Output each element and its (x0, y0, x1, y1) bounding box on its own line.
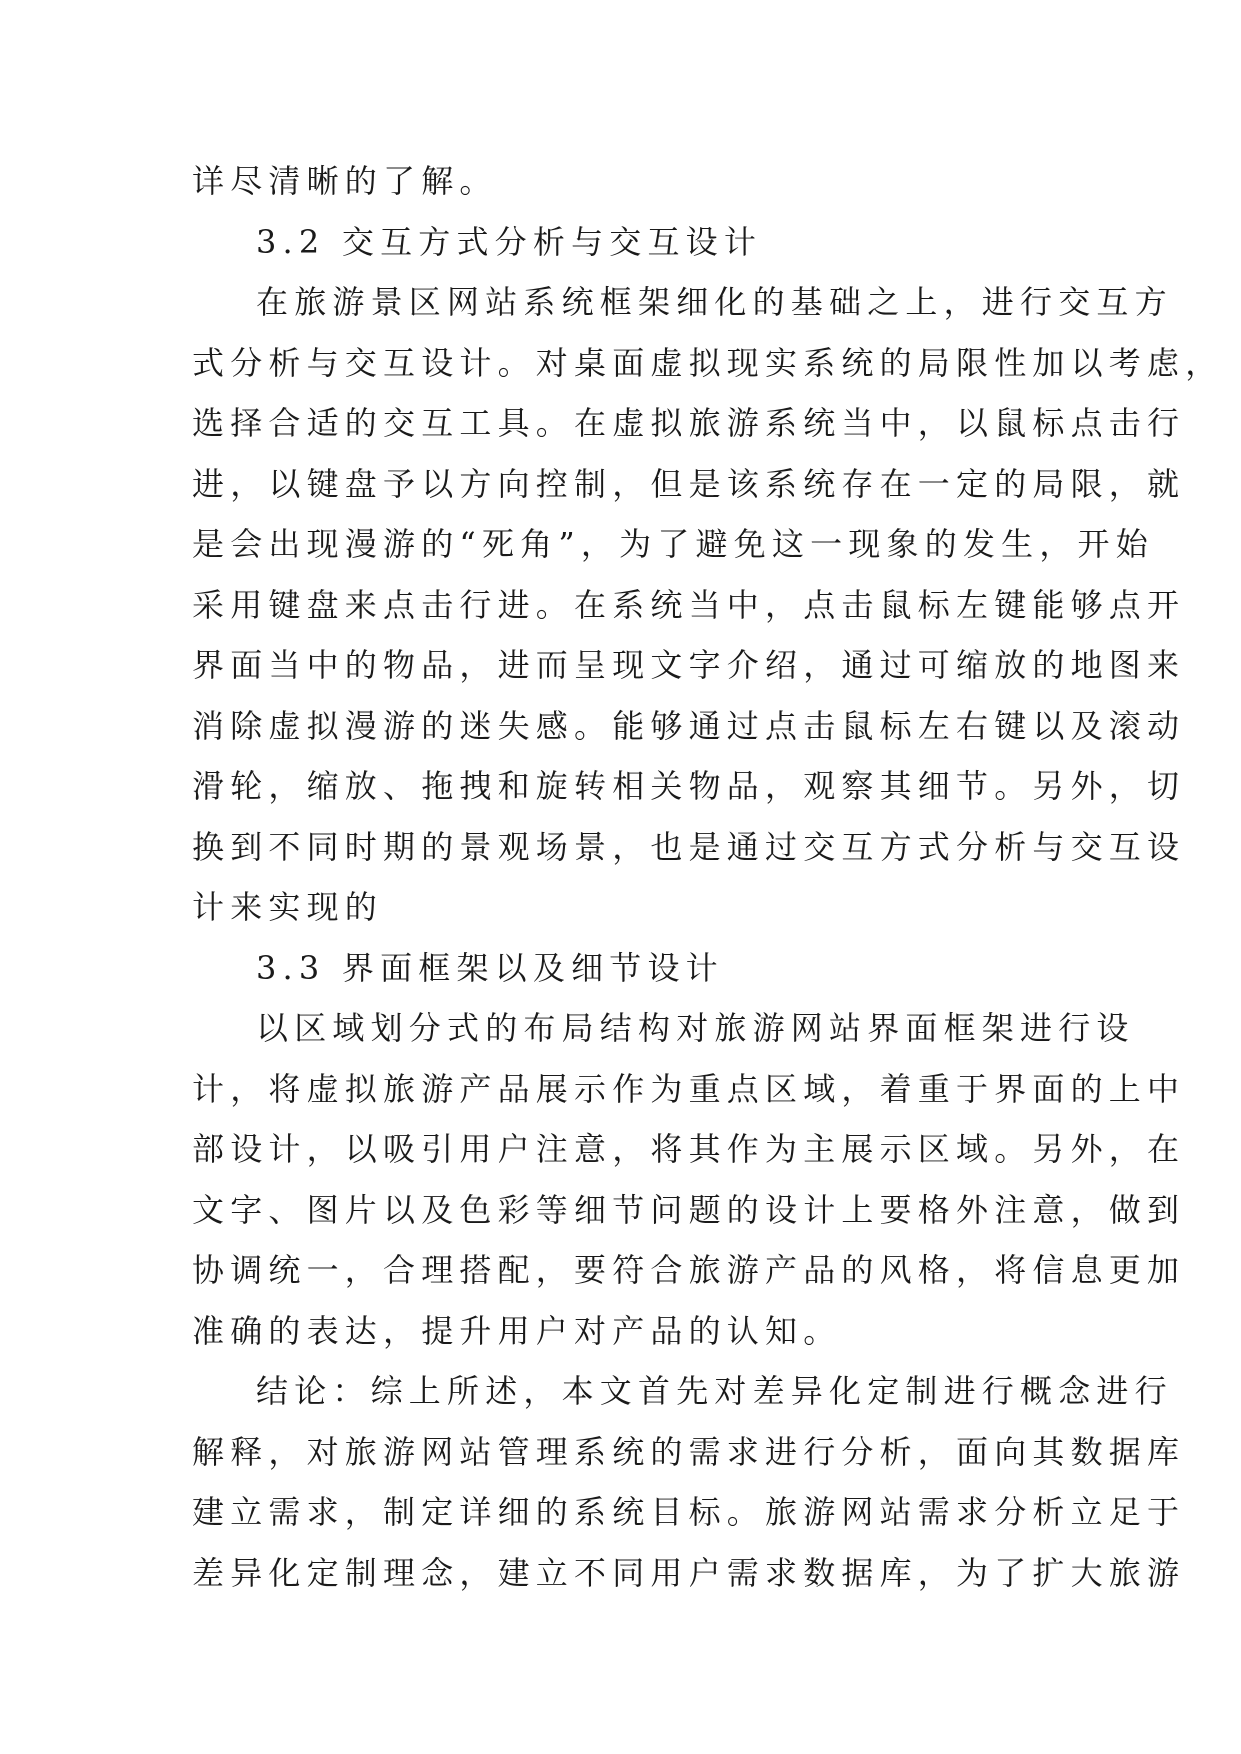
text-line: 换到不同时期的景观场景，也是通过交互方式分析与交互设 (192, 827, 1186, 866)
paragraph-start: 在旅游景区网站系统框架细化的基础之上，进行交互方 (256, 283, 1173, 321)
text-line: 是会出现漫游的“死角”，为了避免这一现象的发生，开始 (192, 525, 1154, 563)
section-heading-3-3: 3.3 界面框架以及细节设计 (256, 948, 724, 987)
conclusion-paragraph-start: 结论：综上所述，本文首先对差异化定制进行概念进行 (256, 1372, 1173, 1410)
text-line: 协调统一，合理搭配，要符合旅游产品的风格，将信息更加 (192, 1251, 1186, 1289)
text-line: 消除虚拟漫游的迷失感。能够通过点击鼠标左右键以及滚动 (192, 706, 1186, 745)
text-line: 式分析与交互设计。对桌面虚拟现实系统的局限性加以考虑， (192, 343, 1224, 382)
text-line: 滑轮，缩放、拖拽和旋转相关物品，观察其细节。另外，切 (192, 767, 1186, 805)
text-line: 准确的表达，提升用户对产品的认知。 (192, 1311, 842, 1350)
document-body (192, 151, 1224, 1603)
text-line: 界面当中的物品，进而呈现文字介绍，通过可缩放的地图来 (192, 646, 1186, 684)
paragraph-start: 以区域划分式的布局结构对旅游网站界面框架进行设 (256, 1009, 1135, 1047)
text-line: 文字、图片以及色彩等细节问题的设计上要格外注意，做到 (192, 1190, 1186, 1229)
text-line: 建立需求，制定详细的系统目标。旅游网站需求分析立足于 (192, 1493, 1186, 1531)
text-line: 采用键盘来点击行进。在系统当中，点击鼠标左键能够点开 (192, 585, 1186, 624)
text-line: 进，以键盘予以方向控制，但是该系统存在一定的局限，就 (192, 464, 1186, 503)
text-line: 详尽清晰的了解。 (192, 162, 498, 200)
text-line: 解释，对旅游网站管理系统的需求进行分析，面向其数据库 (192, 1432, 1186, 1471)
text-line: 计来实现的 (192, 888, 384, 926)
text-line: 部设计，以吸引用户注意，将其作为主展示区域。另外，在 (192, 1130, 1186, 1168)
text-line: 选择合适的交互工具。在虚拟旅游系统当中，以鼠标点击行 (192, 404, 1186, 442)
text-line: 差异化定制理念，建立不同用户需求数据库，为了扩大旅游 (192, 1553, 1186, 1592)
section-heading-3-2: 3.2 交互方式分析与交互设计 (256, 222, 763, 261)
text-line: 计，将虚拟旅游产品展示作为重点区域，着重于界面的上中 (192, 1069, 1186, 1108)
